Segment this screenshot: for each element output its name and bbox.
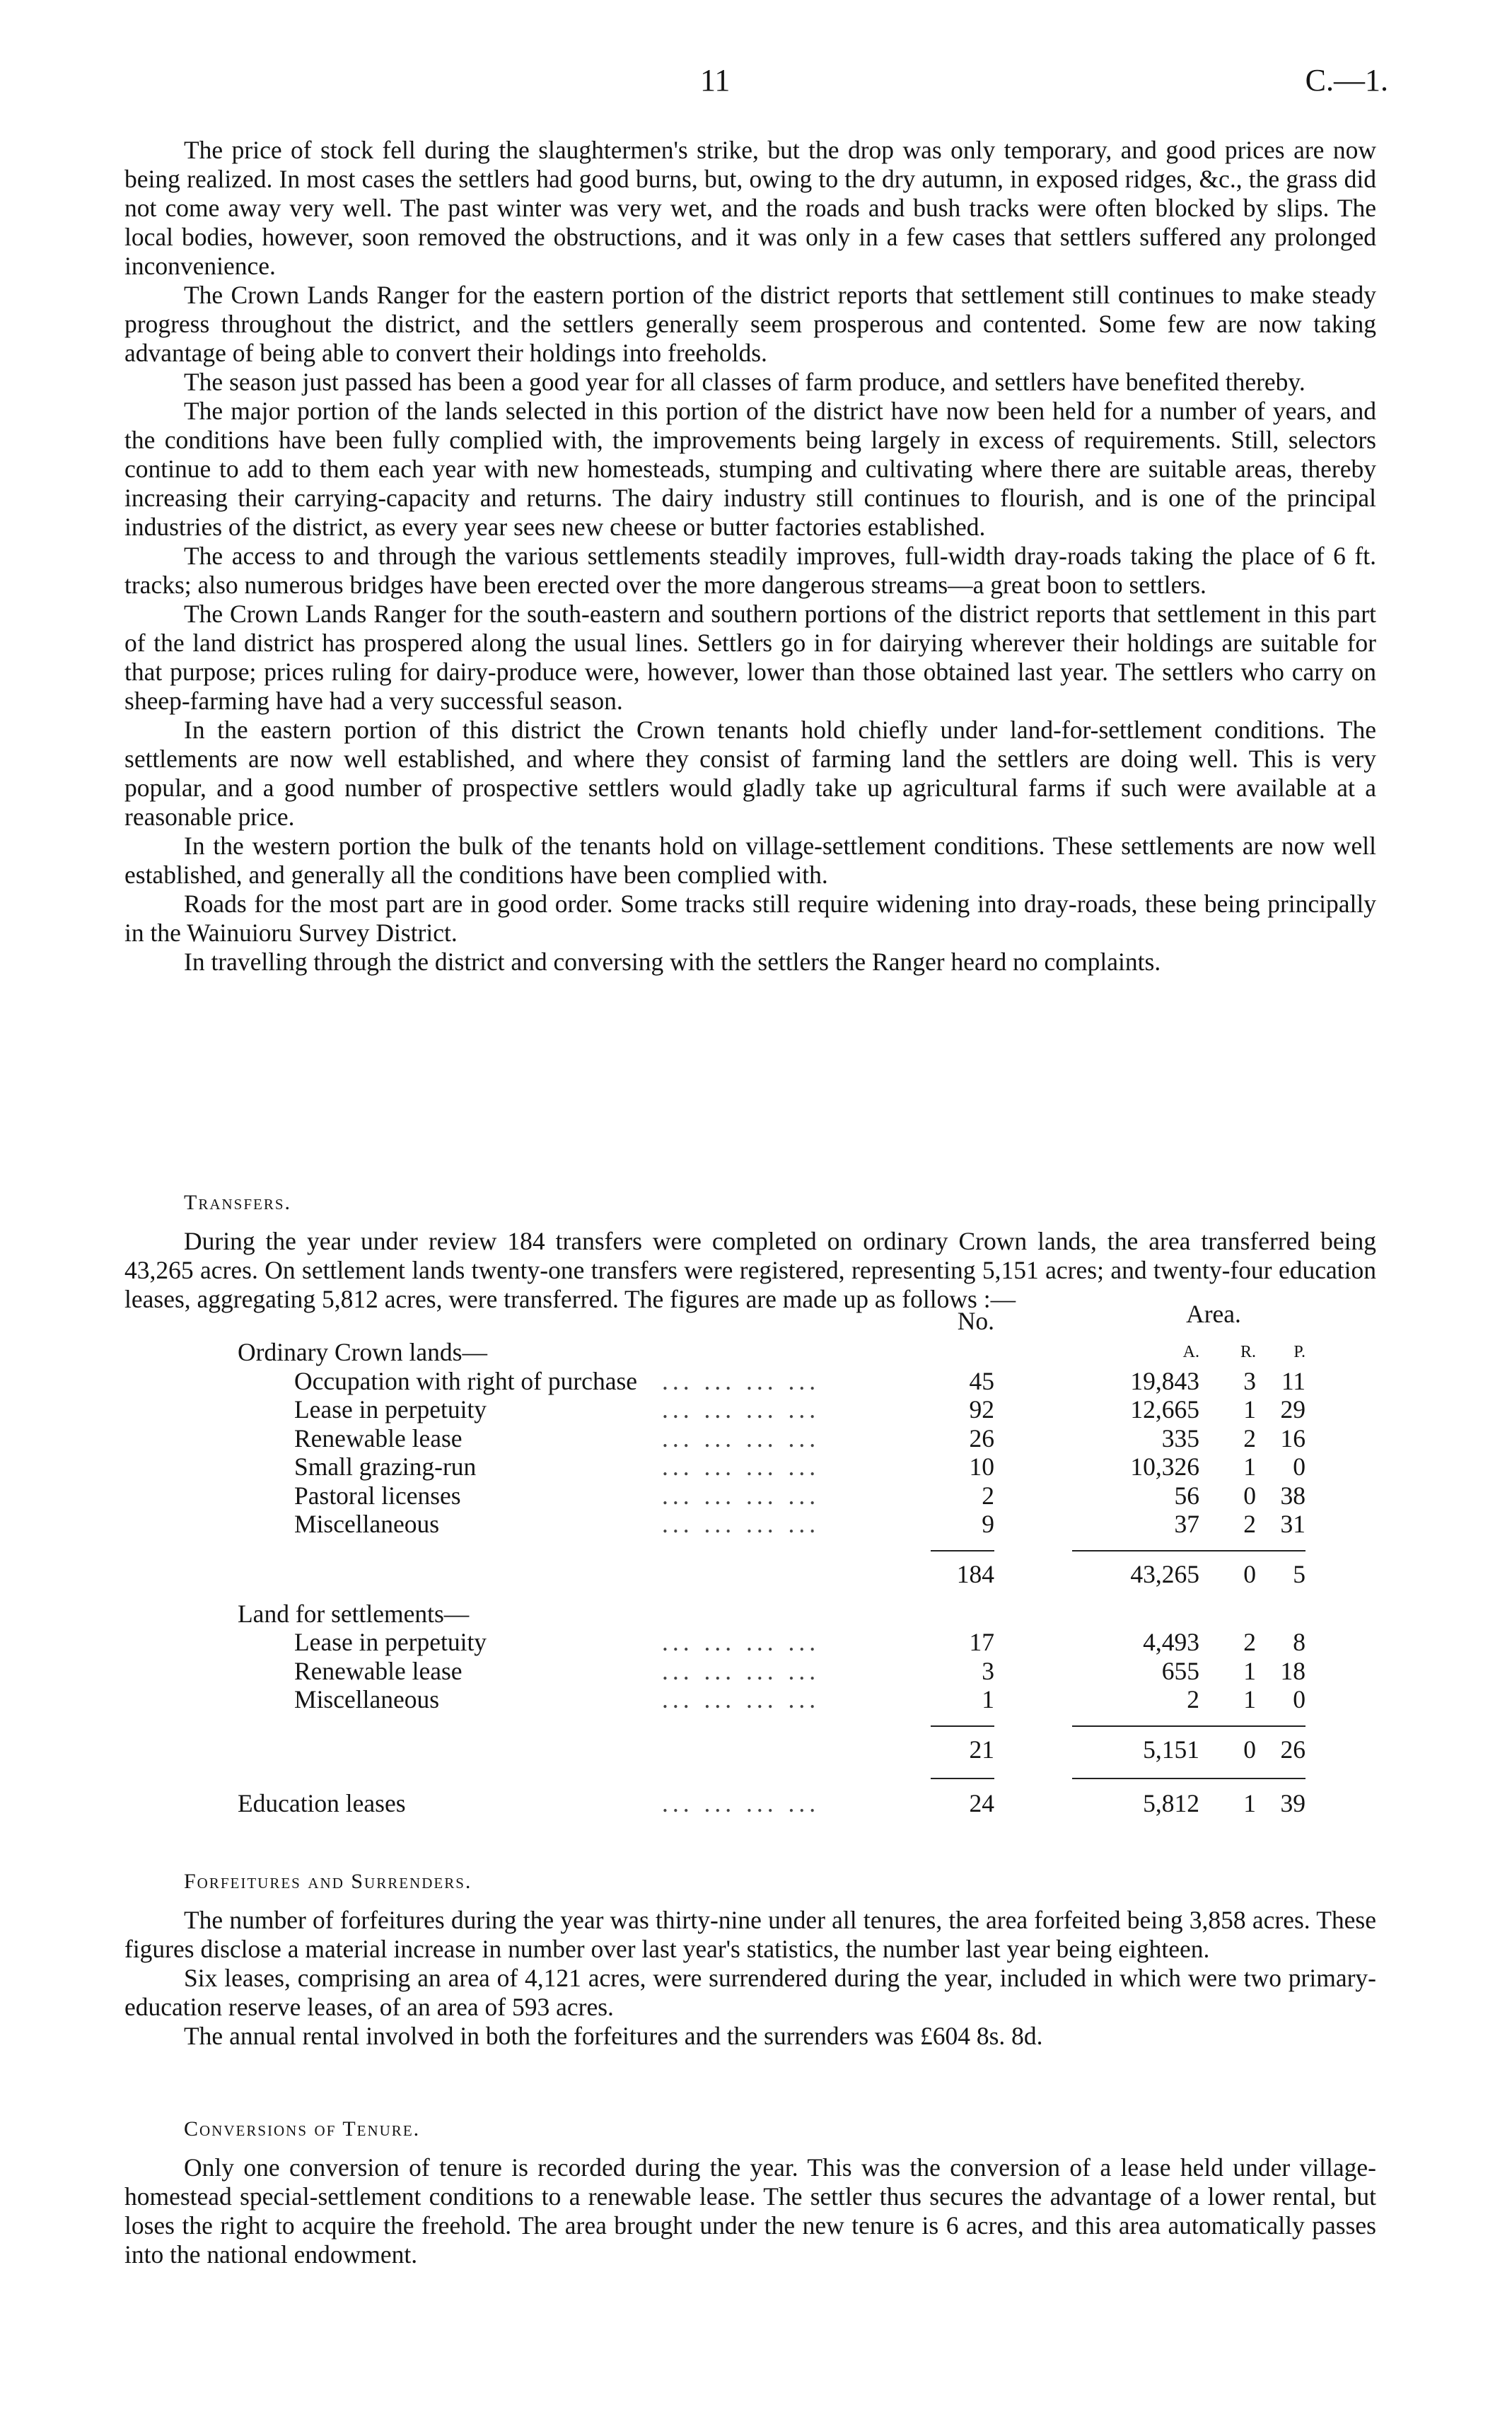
table-row xyxy=(124,1367,1376,1396)
total-no: 21 xyxy=(969,1735,994,1764)
cell-perches: 0 xyxy=(1293,1685,1305,1713)
total-rule xyxy=(931,1550,994,1551)
column-header-no: No. xyxy=(957,1307,994,1335)
row-label: Renewable lease xyxy=(294,1656,463,1685)
table-row xyxy=(124,1510,1376,1539)
leader-dots: ... ... ... ... xyxy=(662,1481,820,1510)
paragraph: The major portion of the lands selected in this portion of the district have now been held for a number of years, and the conditions have been fully complied with, the improvements being largely in excess of requirements. Still, selectors continue to add to them each year with new homesteads, stumping and cultivating where there are suitable areas, thereby increasing their carrying-capacity and returns. The dairy industry still continues to flourish, and is one of the principal industries of the district, as every year sees new cheese or butter factories established. xyxy=(124,397,1376,541)
column-header-area: Area. xyxy=(1186,1300,1241,1328)
cell-no: 2 xyxy=(982,1481,994,1510)
paragraph: In travelling through the district and conversing with the settlers the Ranger heard no complaints. xyxy=(184,948,1161,976)
cell-no: 92 xyxy=(969,1395,994,1423)
cell-no: 45 xyxy=(969,1366,994,1395)
total-perches: 5 xyxy=(1293,1559,1305,1588)
paragraph: The number of forfeitures during the year was thirty-nine under all tenures, the area forfeited being 3,858 acres. These figures disclose a material increase in number over last year's statistics, the number last year being eighteen. xyxy=(124,1906,1376,1963)
leader-dots: ... ... ... ... xyxy=(662,1685,820,1713)
cell-no: 24 xyxy=(969,1788,994,1817)
cell-roods: 1 xyxy=(1243,1685,1256,1713)
paragraph: The Crown Lands Ranger for the eastern portion of the district reports that settlement still continues to make steady progress throughout the district, and the settlers generally seem prosperous and contented. Some few are now taking advantage of being able to convert their holdings into freeholds. xyxy=(124,281,1376,367)
cell-roods: 2 xyxy=(1243,1510,1256,1538)
cell-perches: 29 xyxy=(1280,1395,1305,1423)
group2-rows xyxy=(124,1628,1376,1714)
row-label: Lease in perpetuity xyxy=(294,1628,487,1656)
section-heading-conversions: Conversions of Tenure. xyxy=(184,2117,421,2141)
document-reference: C.—1. xyxy=(1305,63,1388,98)
group-label: Ordinary Crown lands— xyxy=(238,1338,487,1366)
transfers-table xyxy=(124,1300,1376,1817)
total-roods: 0 xyxy=(1243,1559,1256,1588)
paragraph: The season just passed has been a good year for all classes of farm produce, and settlers have benefited thereby. xyxy=(184,368,1305,396)
row-label: Small grazing-run xyxy=(294,1452,477,1481)
rule-row xyxy=(124,1771,1376,1789)
cell-acres: 19,843 xyxy=(1130,1366,1199,1395)
total-perches: 26 xyxy=(1280,1735,1305,1764)
paragraph: The Crown Lands Ranger for the south-eastern and southern portions of the district reports that settlement in this part of the land district has prospered along the usual lines. Settlers go in for dairying wherever their holdings are suitable for that purpose; prices ruling for dairy-produce were, however, lower than those obtained last year. The settlers who carry on sheep-farming have had a very successful season. xyxy=(124,600,1376,715)
cell-acres: 335 xyxy=(1161,1423,1199,1452)
total-rule xyxy=(931,1725,994,1727)
cell-acres: 12,665 xyxy=(1130,1395,1199,1423)
cell-perches: 38 xyxy=(1280,1481,1305,1510)
table-row xyxy=(124,1338,1376,1367)
table-row xyxy=(124,1395,1376,1424)
cell-no: 1 xyxy=(982,1685,994,1713)
cell-no: 9 xyxy=(982,1510,994,1538)
cell-no: 3 xyxy=(982,1656,994,1685)
page-number: 11 xyxy=(700,63,731,98)
leader-dots: ... ... ... ... xyxy=(662,1366,820,1395)
row-label: Occupation with right of purchase xyxy=(294,1366,638,1395)
table-header-row xyxy=(124,1300,1376,1338)
total-no: 184 xyxy=(956,1559,994,1588)
cell-perches: 16 xyxy=(1280,1423,1305,1452)
cell-acres: 37 xyxy=(1174,1510,1199,1538)
table-row xyxy=(124,1789,1376,1818)
leader-dots: ... ... ... ... xyxy=(662,1423,820,1452)
paragraph: The price of stock fell during the slaughtermen's strike, but the drop was only temporary, and good prices are now being realized. In most cases the settlers had good burns, but, owing to the dry autumn, in exposed ridges, &c., the grass did not come away very well. The past winter was very wet, and the roads and bush tracks were often blocked by slips. The local bodies, however, soon removed the obstructions, and it was only in a few cases that settlers suffered any prolonged inconvenience. xyxy=(124,136,1376,280)
table-row xyxy=(124,1481,1376,1510)
leader-dots: ... ... ... ... xyxy=(662,1510,820,1538)
cell-roods: 1 xyxy=(1243,1452,1256,1481)
cell-roods: 1 xyxy=(1243,1656,1256,1685)
cell-roods: 1 xyxy=(1243,1395,1256,1423)
paragraph: The annual rental involved in both the forfeitures and the surrenders was £604 8s. 8d. xyxy=(184,2022,1043,2050)
table-row xyxy=(124,1424,1376,1453)
table-row xyxy=(124,1600,1376,1629)
group1-rows xyxy=(124,1367,1376,1539)
cell-perches: 11 xyxy=(1281,1366,1305,1395)
cell-no: 26 xyxy=(969,1423,994,1452)
cell-no: 10 xyxy=(969,1452,994,1481)
cell-roods: 1 xyxy=(1243,1788,1256,1817)
leader-dots: ... ... ... ... xyxy=(662,1788,820,1817)
column-header-acres: A. xyxy=(1182,1343,1199,1361)
row-label: Lease in perpetuity xyxy=(294,1395,487,1423)
conversions-section xyxy=(124,2114,1376,2269)
table-row xyxy=(124,1628,1376,1657)
total-roods: 0 xyxy=(1243,1735,1256,1764)
leader-dots: ... ... ... ... xyxy=(662,1452,820,1481)
cell-perches: 39 xyxy=(1280,1788,1305,1817)
rule-row xyxy=(124,1539,1376,1560)
total-row xyxy=(124,1560,1376,1600)
paragraph: In the eastern portion of this district the Crown tenants hold chiefly under land-for-settlement conditions. The settlements are now well established, and where they consist of farming land the settlers are doing well. This is very popular, and a good number of prospective settlers would gladly take up agricultural farms if such were available at a reasonable price. xyxy=(124,716,1376,831)
row-label: Miscellaneous xyxy=(294,1685,440,1713)
rule-row xyxy=(124,1714,1376,1735)
cell-perches: 31 xyxy=(1280,1510,1305,1538)
table-row xyxy=(124,1452,1376,1481)
paragraph: Only one conversion of tenure is recorded during the year. This was the conversion of a lease held under village-homestead special-settlement conditions to a renewable lease. The settler thus secures the advantage of a lower rental, but loses the right to acquire the freehold. The area brought under the new tenure is 6 acres, and this area automatically passes into the national endowment. xyxy=(124,2153,1376,2269)
section-heading-forfeitures: Forfeitures and Surrenders. xyxy=(184,1870,472,1893)
paragraph: Roads for the most part are in good order. Some tracks still require widening into dray-roads, these being principally in the Wainuioru Survey District. xyxy=(124,890,1376,947)
cell-perches: 8 xyxy=(1293,1628,1305,1656)
row-label: Education leases xyxy=(238,1788,406,1817)
total-acres: 5,151 xyxy=(1143,1735,1199,1764)
row-label: Miscellaneous xyxy=(294,1510,440,1538)
cell-acres: 655 xyxy=(1161,1656,1199,1685)
table-row xyxy=(124,1685,1376,1714)
total-row xyxy=(124,1735,1376,1771)
total-rule xyxy=(1072,1778,1305,1779)
cell-roods: 0 xyxy=(1243,1481,1256,1510)
paragraph: Six leases, comprising an area of 4,121 acres, were surrendered during the year, included in which were two primary-education reserve leases, of an area of 593 acres. xyxy=(124,1964,1376,2021)
cell-perches: 18 xyxy=(1280,1656,1305,1685)
group-label: Land for settlements— xyxy=(238,1599,470,1628)
forfeitures-section xyxy=(124,1867,1376,2051)
cell-perches: 0 xyxy=(1293,1452,1305,1481)
cell-acres: 10,326 xyxy=(1130,1452,1199,1481)
column-header-roods: R. xyxy=(1240,1343,1256,1361)
total-acres: 43,265 xyxy=(1130,1559,1199,1588)
total-rule xyxy=(1072,1725,1305,1727)
transfers-section xyxy=(124,1188,1376,1314)
cell-roods: 3 xyxy=(1243,1366,1256,1395)
cell-no: 17 xyxy=(969,1628,994,1656)
row-label: Renewable lease xyxy=(294,1423,463,1452)
row-label: Pastoral licenses xyxy=(294,1481,461,1510)
cell-roods: 2 xyxy=(1243,1423,1256,1452)
cell-acres: 56 xyxy=(1174,1481,1199,1510)
table-row xyxy=(124,1657,1376,1686)
cell-roods: 2 xyxy=(1243,1628,1256,1656)
column-header-perches: P. xyxy=(1293,1343,1305,1361)
leader-dots: ... ... ... ... xyxy=(662,1628,820,1656)
cell-acres: 4,493 xyxy=(1143,1628,1199,1656)
paragraph: The access to and through the various settlements steadily improves, full-width dray-roads taking the place of 6 ft. tracks; also numerous bridges have been erected over the more dangerous streams—a great boon to settlers. xyxy=(124,542,1376,599)
section-heading-transfers: Transfers. xyxy=(184,1191,292,1214)
leader-dots: ... ... ... ... xyxy=(662,1395,820,1423)
leader-dots: ... ... ... ... xyxy=(662,1656,820,1685)
cell-acres: 2 xyxy=(1187,1685,1199,1713)
cell-acres: 5,812 xyxy=(1143,1788,1199,1817)
page-header xyxy=(0,62,1512,105)
paragraph: In the western portion the bulk of the tenants hold on village-settlement conditions. These settlements are now well established, and generally all the conditions have been complied with. xyxy=(124,832,1376,889)
report-body xyxy=(124,136,1376,977)
total-rule xyxy=(1072,1550,1305,1551)
transfers-intro: During the year under review 184 transfers were completed on ordinary Crown lands, the area transferred being 43,265 acres. On settlement lands twenty-one transfers were registered, representing 5,151 acres; and twenty-four education leases, aggregating 5,812 acres, were transferred. The figures are made up as follows :— xyxy=(124,1227,1376,1313)
total-rule xyxy=(931,1778,994,1779)
